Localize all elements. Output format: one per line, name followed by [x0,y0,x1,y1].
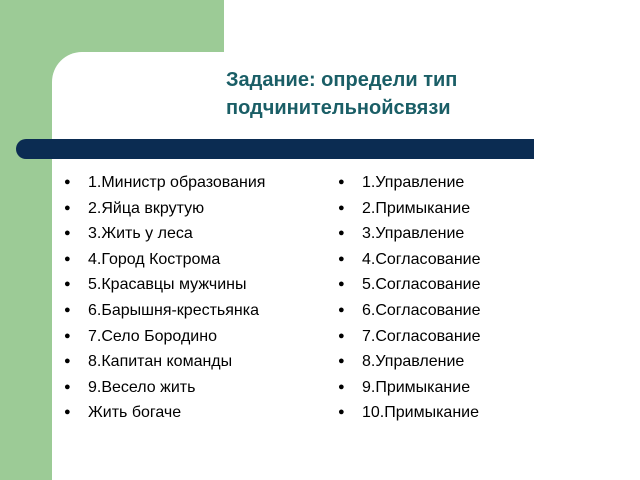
bullet-dot-icon: ● [338,355,345,368]
list-item-text: Жить богаче [88,404,182,422]
list-item [338,196,480,222]
slide-title-line-2: подчинительнойсвязи [226,97,451,119]
list-item [64,196,265,222]
list-item-text: 8.Капитан команды [88,353,233,371]
bullet-dot-icon: ● [338,380,345,393]
list-item [338,272,480,298]
list-item [338,298,480,324]
list-item-text: 1.Управление [362,174,465,191]
list-item [338,221,480,247]
bullet-dot-icon: ● [64,278,71,291]
list-item-text: 9.Примыкание [362,378,471,396]
list-item [64,349,265,375]
list-item-text: 5.Красавцы мужчины [88,276,247,294]
divider-bar [16,139,534,159]
bullet-dot-icon: ● [338,201,345,214]
list-item-text: 4.Согласование [362,250,481,268]
list-item [338,170,480,196]
list-item [338,375,480,401]
bullet-dot-icon: ● [64,176,71,188]
answers-list [338,170,480,426]
list-item-text: 2.Яйца вкрутую [88,199,205,217]
phrases-list [64,170,265,426]
bullet-dot-icon: ● [64,355,71,368]
list-item [64,221,265,247]
list-item [64,298,265,324]
list-item [64,272,265,298]
list-item-text: 2.Примыкание [362,199,471,217]
slide-title-line-1: Задание: определи тип [226,69,458,91]
list-item-text: 8.Управление [362,353,465,371]
bullet-dot-icon: ● [64,329,71,342]
bullet-dot-icon: ● [338,278,345,291]
list-item-text: 7.Село Бородино [88,327,217,345]
list-item [64,247,265,273]
bullet-dot-icon: ● [338,406,345,419]
list-item [338,349,480,375]
slide-title [226,66,626,122]
list-item [338,247,480,273]
list-item [64,375,265,401]
bullet-dot-icon: ● [64,227,71,240]
list-item-text: 5.Согласование [362,276,481,294]
list-item-text: 6.Согласование [362,301,481,319]
list-item-text: 10.Примыкание [362,404,479,422]
list-item [338,400,480,426]
bullet-dot-icon: ● [338,303,345,316]
list-item-text: 3.Жить у леса [88,225,193,243]
bullet-dot-icon: ● [64,303,71,316]
bullet-dot-icon: ● [338,329,345,342]
bullet-dot-icon: ● [338,176,345,188]
bullet-dot-icon: ● [64,380,71,393]
bullet-dot-icon: ● [64,201,71,214]
bullet-dot-icon: ● [64,406,71,419]
list-item [64,400,265,426]
list-item-text: 9.Весело жить [88,378,196,396]
list-item [64,170,265,196]
list-item [338,324,480,350]
list-item-text: 6.Барышня-крестьянка [88,301,260,319]
bullet-dot-icon: ● [338,227,345,240]
list-item-text: 4.Город Кострома [88,250,221,268]
bullet-dot-icon: ● [64,252,71,265]
list-item-text: 7.Согласование [362,327,481,345]
list-item [64,324,265,350]
list-item-text: 3.Управление [362,225,465,243]
list-item-text: 1.Министр образования [88,174,266,191]
bullet-dot-icon: ● [338,252,345,265]
